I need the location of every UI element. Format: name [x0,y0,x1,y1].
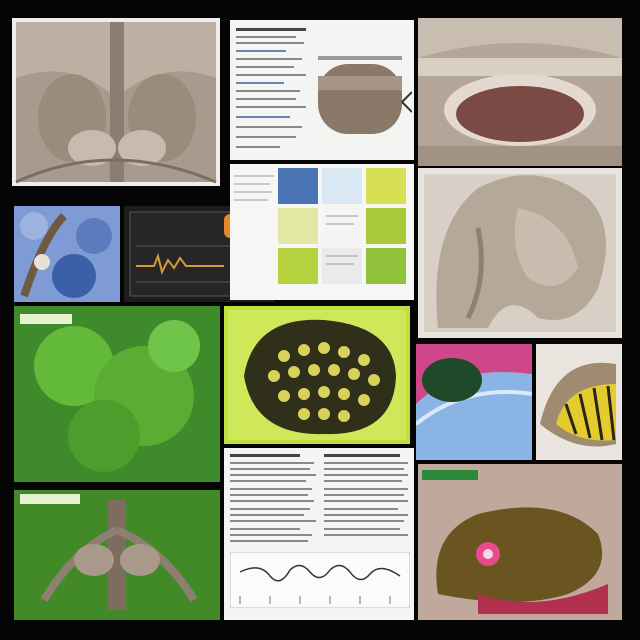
root-structure-image [14,490,220,620]
panel-root-structure [14,490,220,620]
panel-tissue-folds [12,18,220,186]
tissue-folds-image [12,18,220,186]
panel-blue-membrane [416,344,532,460]
oral-cavity-image [418,18,622,166]
panel-oral-cavity [418,18,622,166]
specimen-image [308,42,412,152]
data-table-image [230,164,414,300]
waveform-plot [230,552,410,608]
striped-specimen-image [536,344,622,460]
organ-lesion-image [418,464,622,620]
panel-specimen-notes [230,20,414,160]
panel-organ-model [418,168,622,338]
panel-green-culture [14,306,220,482]
panel-striped-specimen [536,344,622,460]
panel-organ-lesion [418,464,622,620]
panel-honeycomb [224,306,410,444]
panel-data-table [230,164,414,300]
organ-model-image [418,168,622,338]
green-culture-image [14,306,220,482]
honeycomb-image [224,306,410,444]
blue-membrane-image [416,344,532,460]
blue-micrograph-image [14,206,120,302]
panel-report-waveform [224,448,414,620]
panel-blue-micrograph [14,206,120,302]
